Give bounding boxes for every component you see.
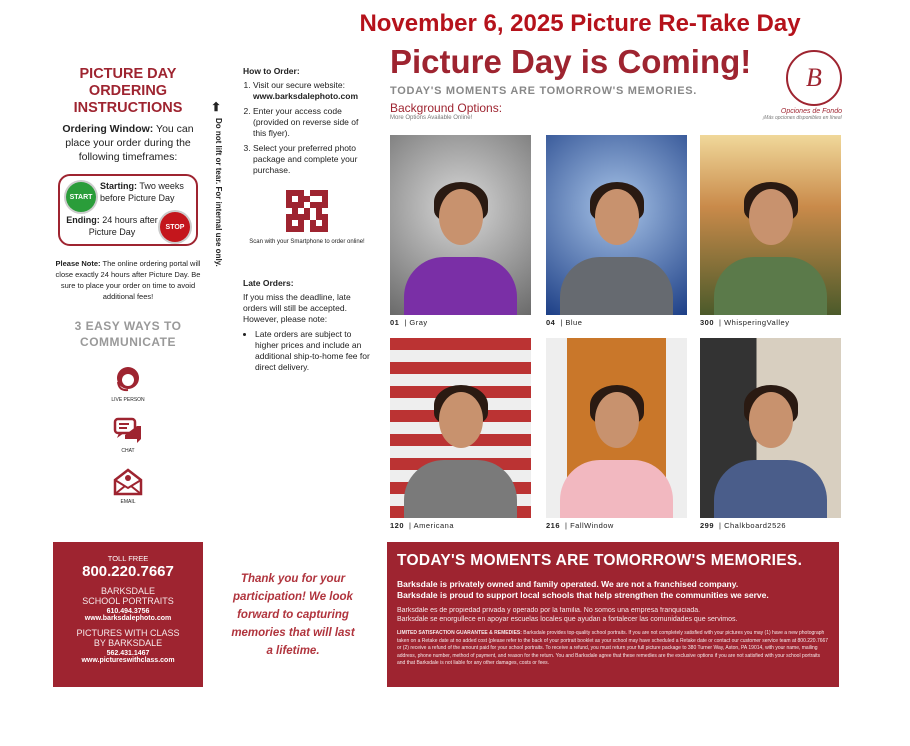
footer-box [387,542,839,687]
toll-free-phone[interactable]: 800.220.7667 [82,563,174,580]
face [749,392,793,448]
background-number: 01 [390,318,400,327]
background-photo-chalkboard2526[interactable] [700,338,841,518]
shirt [404,460,517,518]
step-3: 3. Select your preferred photo package and complete your purchase. [253,143,371,176]
company1-subname: SCHOOL PORTRAITS [82,596,174,606]
subtitle: TODAY'S MOMENTS ARE TOMORROW'S MEMORIES. [390,85,698,97]
face [749,189,793,245]
ways-title: 3 EASY WAYS TO COMMUNICATE [74,319,182,349]
email-contact[interactable] [98,468,158,505]
background-number: 216 [546,521,561,530]
headset-icon [113,364,143,394]
retake-title: November 6, 2025 Picture Re-Take Day [359,10,801,37]
internal-use-note [206,100,226,290]
background-number: 299 [700,521,715,530]
start-icon: START [66,182,96,212]
company1-name: BARKSDALE [100,586,156,596]
please-note: Please Note: The online ordering portal will close exactly 24 hours after Picture Day. Be sure to place your order on time to avoid additional fees! [55,259,201,301]
how-to-order [243,66,371,377]
background-photo-whisperingvalley[interactable] [700,135,841,315]
company2-name: PICTURES WITH CLASS [76,628,180,638]
chat-label: CHAT [121,448,135,454]
background-name: FallWindow [570,521,614,530]
starting-text: Starting: Two weeks before Picture Day [100,181,184,203]
step-2: 2. Enter your access code (provided on reverse side of this flyer). [253,106,371,139]
background-name: Blue [565,318,583,327]
shirt [714,460,827,518]
company2-subname: BY BARKSDALE [93,638,163,648]
shirt [560,460,673,518]
background-photo-fallwindow[interactable] [546,338,687,518]
stop-icon: STOP [160,212,190,242]
background-name: Gray [409,318,428,327]
shirt [404,257,517,315]
footer-en-1: Barksdale is privately owned and family operated. We are not a franchised company. [397,579,739,589]
instructions-title: PICTURE DAY ORDERING INSTRUCTIONS [73,66,183,116]
company1-phone[interactable]: 610.494.3756 [106,608,150,615]
background-label: 300 | WhisperingValley [700,318,790,327]
toll-free-label: TOLL FREE [107,554,149,563]
email-label: EMAIL [120,499,136,505]
background-name: WhisperingValley [724,318,790,327]
company2-phone[interactable]: 562.431.1467 [106,650,150,657]
footer-en-2: Barksdale is proud to support local schools that help strengthen the communities we serve. [397,590,769,600]
face [439,392,483,448]
live-person-label: LIVE PERSON [111,397,145,403]
face [595,189,639,245]
guarantee-text: LIMITED SATISFACTION GUARANTEE & REMEDIES: Barksdale provides top-quality school portraits. If you are not completely satisfied with your pictures you may (1) have a new photograph taken on a Retake date at no added cost (please refer to the back of your portrait booklet as your school may have scheduled a Retake date or contact our customer service team at 800.220.7667 or (2) receive a refund of the amount paid for your school portraits. To receive a refund, you must return your full picture package to 380 Turner Way, Aston, PA 19014, with your name, mailing address, phone number, method of payment, and reason for the return. You and Barksdale agree that these remedies are the exclusive options if you are not satisfied with your school portraits and that Barksdale is not liable for any other damages, costs or fees. [397,630,829,666]
footer-title: TODAY'S MOMENTS ARE TOMORROW'S MEMORIES. [397,552,803,569]
background-options-sub: More Options Available Online! [390,115,473,121]
shirt [560,257,673,315]
background-label: 04 | Blue [546,318,583,327]
timeframe-box [58,174,198,246]
ordering-instructions [52,66,204,519]
chat-contact[interactable] [98,417,158,454]
shirt [714,257,827,315]
background-number: 04 [546,318,556,327]
email-icon [113,468,143,496]
background-name: Chalkboard2526 [724,521,787,530]
background-options-title: Background Options: [390,101,503,115]
logo-letter: B [806,63,822,92]
footer-es-2: Barksdale se enorgullece en apoyar escuelas locales que ayudan a fortalecer las comunidades que servimos. [397,616,738,623]
internal-use-text: Do not lift or tear. For internal use only. [214,118,223,267]
background-label: 120 | Americana [390,521,454,530]
face [439,189,483,245]
late-orders-text: If you miss the deadline, late orders will still be accepted. However, please note: [243,292,351,324]
background-label: 01 | Gray [390,318,428,327]
face [595,392,639,448]
background-number: 300 [700,318,715,327]
footer-es-1: Barksdale es de propiedad privada y operado por la familia. No somos una empresa franquiciada. [397,607,701,614]
step-1: 1. Visit our secure website: www.barksdalephoto.com [253,80,371,102]
ordering-window: Ordering Window: You can place your order during the following timeframes: [62,123,194,163]
thank-you-message: Thank you for your participation! We look forward to capturing memories that will last a lifetime. [231,573,355,657]
contact-box [53,542,203,687]
how-to-order-title: How to Order: [243,66,300,76]
arrow-up-icon: ⬆ [211,100,222,114]
background-label: 216 | FallWindow [546,521,614,530]
live-person-contact[interactable] [98,364,158,403]
background-name: Americana [413,521,454,530]
spanish-title: Opciones de Fondo [780,108,842,115]
qr-code[interactable] [286,190,328,232]
late-orders-bullet: • Late orders are subject to higher prices and include an additional ship-to-home fee for direct delivery. [255,329,371,373]
company2-url[interactable]: www.pictureswithclass.com [81,657,175,664]
background-number: 120 [390,521,405,530]
late-orders-title: Late Orders: [243,278,294,288]
header [390,42,842,121]
chat-icon [113,417,143,445]
company1-url[interactable]: www.barksdalephoto.com [84,615,172,622]
background-label: 299 | Chalkboard2526 [700,521,787,530]
ending-text: Ending: 24 hours after Picture Day [66,215,158,237]
background-photo-blue[interactable] [546,135,687,315]
website-link[interactable]: www.barksdalephoto.com [253,91,359,101]
barksdale-logo [786,50,842,106]
background-photo-americana[interactable] [390,338,531,518]
spanish-sub: ¡Más opciones disponibles en línea! [762,115,842,121]
main-title: Picture Day is Coming! [390,43,752,80]
background-photo-gray[interactable] [390,135,531,315]
qr-caption: Scan with your Smartphone to order online! [249,239,365,245]
